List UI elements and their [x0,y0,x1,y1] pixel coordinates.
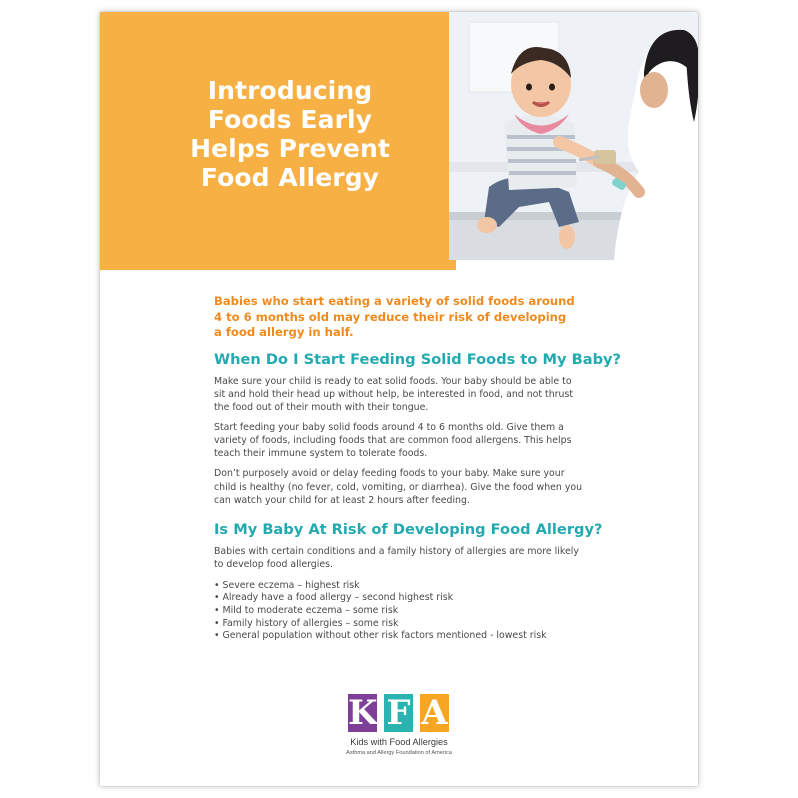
intro-line: 4 to 6 months old may reduce their risk of developing [214,309,567,324]
list-item: • Severe eczema – highest risk [214,579,360,591]
page-title [140,76,440,192]
list-item: • Mild to moderate eczema – some risk [214,604,399,616]
list-item: • General population without other risk factors mentioned - lowest risk [214,630,547,642]
logo-tile-k [348,694,377,732]
intro-line: Babies who start eating a variety of solid foods around [214,294,575,308]
paragraph-line: sit and hold their head up without help, be interested in food, and not thrust [214,388,574,400]
section-heading-when: When Do I Start Feeding Solid Foods to My Baby? [214,350,622,368]
paragraph [214,421,604,461]
paragraph-line: variety of foods, including foods that are common food allergens. This helps [214,435,572,447]
paragraph [214,375,604,415]
title-line: Helps Prevent [190,134,390,163]
title-line: Food Allergy [200,163,380,192]
title-line: Introducing [207,76,373,105]
hero-photo [449,12,698,260]
logo-letter: K [348,693,378,733]
paragraph-line: Babies with certain conditions and a family history of allergies are more likely [214,546,579,558]
paragraph-line: to develop food allergies. [214,559,333,571]
logo-letter: F [386,693,411,733]
logo-letter: A [421,693,448,733]
paragraph-line: the food out of their mouth with their tongue. [214,402,429,414]
paragraph [214,545,604,572]
section-heading-risk: Is My Baby At Risk of Developing Food Allergy? [214,521,603,539]
paragraph-line: child is healthy (no fever, cold, vomiting, or diarrhea). Give the food when you [214,481,583,493]
logo-subtitle: Asthma and Allergy Foundation of America [346,750,452,756]
risk-list [214,580,604,643]
paragraph [214,467,604,507]
logo-tile-f [384,694,413,732]
paragraph-line: Make sure your child is ready to eat solid foods. Your baby should be able to [214,375,572,387]
paragraph-line: teach their immune system to tolerate foods. [214,448,428,460]
logo-tile-a [420,694,449,732]
title-line: Foods Early [207,105,373,134]
intro-callout [214,294,604,341]
document-page [100,12,698,786]
intro-line: a food allergy in half. [214,325,354,339]
list-item: • Family history of allergies – some risk [214,617,399,629]
baby-feeding-illustration [449,12,698,260]
paragraph-line: Don’t purposely avoid or delay feeding foods to your baby. Make sure your [214,468,565,480]
article-body [214,294,622,643]
hero-banner [100,12,698,270]
logo-name: Kids with Food Allergies [350,737,448,747]
paragraph-line: Start feeding your baby solid foods around 4 to 6 months old. Give them a [214,421,564,433]
paragraph-line: can watch your child for at least 2 hours after feeding. [214,494,470,506]
list-item: • Already have a food allergy – second highest risk [214,592,454,604]
